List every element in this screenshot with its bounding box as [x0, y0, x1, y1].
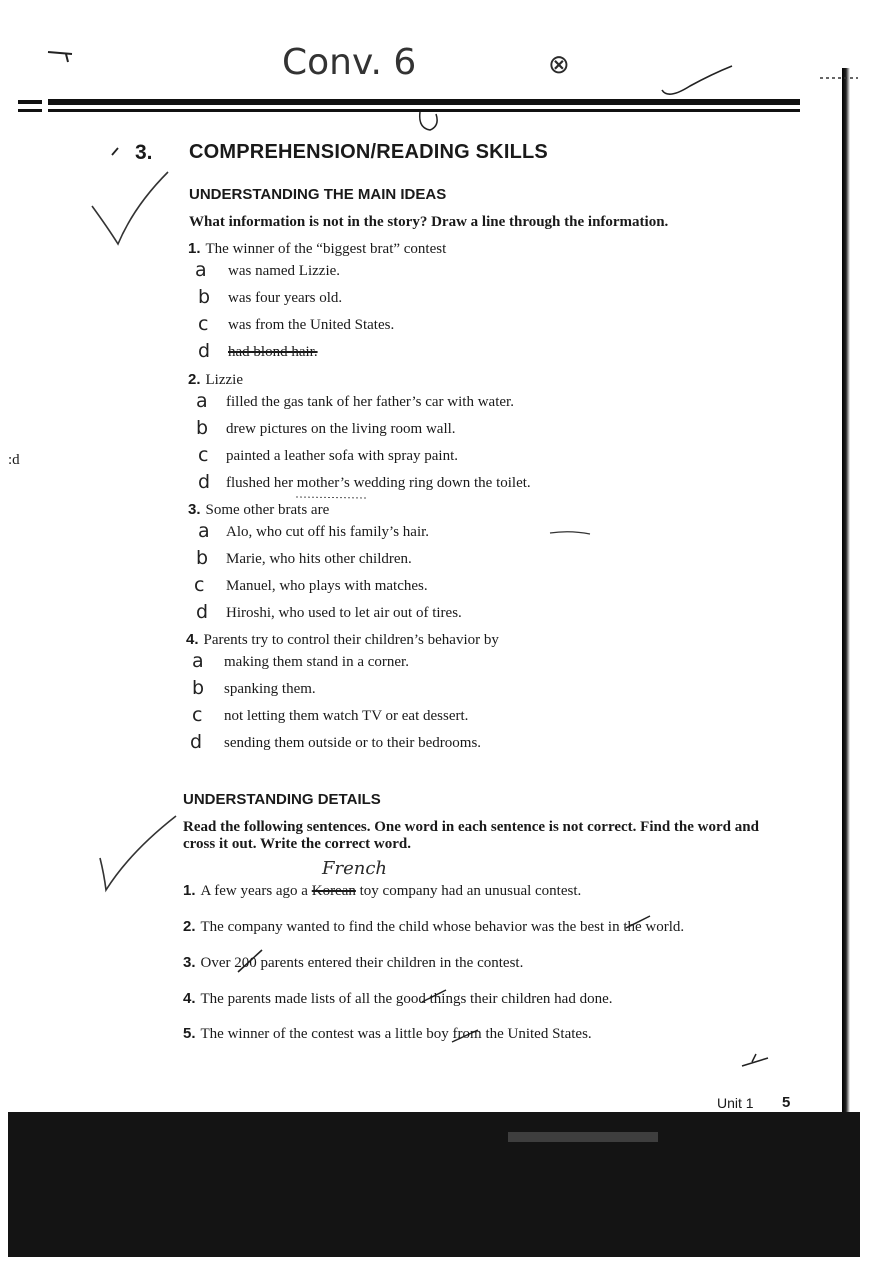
handwritten-letter: a [196, 390, 208, 412]
handwritten-letter: b [196, 547, 209, 569]
handwritten-correction: French [322, 858, 388, 879]
sentence-text-after: toy company had an unusual contest. [355, 883, 582, 899]
detail-sentence-2 [183, 918, 684, 936]
handwritten-letter: c [192, 704, 203, 726]
sentence-text-after: things their children had done. [425, 991, 613, 1007]
sentence-text-after: in the world. [604, 919, 685, 935]
sentence-number: 5. [183, 1025, 196, 1042]
crossed-out-word: 200 [234, 955, 257, 971]
question-2 [188, 371, 243, 389]
option-text: flushed her mother’s wedding ring down the toilet. [226, 475, 531, 491]
option-text: Alo, who cut off his family’s hair. [226, 524, 430, 540]
detail-sentence-5 [183, 1025, 592, 1043]
handwritten-letter: b [192, 677, 205, 699]
handwritten-letter: d [198, 340, 211, 362]
sentence-text-before: The winner of the contest was a little [200, 1026, 427, 1042]
handwritten-letter: b [196, 417, 209, 439]
sentence-text-after: parents entered their children in the contest. [256, 955, 524, 971]
option-text: sending them outside or to their bedrooms. [224, 735, 482, 751]
handwritten-header-note: Conv. 6 [282, 42, 417, 83]
option-text: filled the gas tank of her father’s car with water. [226, 394, 514, 410]
footer-unit: Unit 1 [717, 1095, 754, 1111]
main-ideas-instruction: What information is not in the story? Draw a line through the information. [189, 214, 669, 230]
option-text: drew pictures on the living room wall. [226, 421, 456, 437]
section-title: COMPREHENSION/READING SKILLS [189, 141, 548, 163]
sentence-text-after: from the United States. [448, 1026, 592, 1042]
crossed-out-option: had blond hair. [228, 344, 318, 360]
option-text: Manuel, who plays with matches. [226, 578, 428, 594]
margin-text: :d [8, 452, 20, 468]
handwritten-letter: d [190, 731, 203, 753]
option-text: was four years old. [228, 290, 343, 306]
crossed-out-word: best [580, 919, 605, 935]
handwritten-circle-mark: ⊗ [548, 50, 570, 80]
question-stem: The winner of the “biggest brat” contest [205, 241, 447, 257]
option-text: was from the United States. [228, 317, 395, 333]
question-stem: Parents try to control their children’s behavior by [203, 632, 499, 648]
handwritten-letter: c [198, 313, 209, 335]
question-number: 2. [188, 371, 201, 388]
handwritten-letter: a [198, 520, 210, 542]
option-text: spanking them. [224, 681, 316, 697]
option-text: Marie, who hits other children. [226, 551, 412, 567]
handwritten-letter: b [198, 286, 211, 308]
crossed-out-word: Korean [311, 883, 356, 899]
section-number: 3. [135, 141, 153, 164]
handwritten-letter: d [196, 601, 209, 623]
main-ideas-heading: UNDERSTANDING THE MAIN IDEAS [189, 186, 447, 203]
question-number: 3. [188, 501, 201, 518]
option-text: not letting them watch TV or eat dessert. [224, 708, 469, 724]
sentence-text-before: Over [200, 955, 235, 971]
question-3 [188, 501, 329, 519]
option-text: making them stand in a corner. [224, 654, 409, 670]
detail-sentence-3 [183, 954, 523, 972]
details-instruction: Read the following sentences. One word in each sentence is not correct. Find the word and cross it out. Write the correct word. [183, 819, 759, 852]
sentence-number: 3. [183, 954, 196, 971]
option-text: painted a leather sofa with spray paint. [226, 448, 459, 464]
details-heading: UNDERSTANDING DETAILS [183, 791, 381, 808]
detail-sentence-4 [183, 990, 613, 1008]
question-4 [186, 631, 499, 649]
question-1 [188, 240, 446, 258]
question-stem: Lizzie [205, 372, 243, 388]
handwritten-letter: d [198, 471, 211, 493]
option-text: Hiroshi, who used to let air out of tires. [226, 605, 462, 621]
handwritten-letter: c [194, 574, 205, 596]
sentence-text-before: The parents made lists of all the [200, 991, 396, 1007]
handwritten-letter: c [198, 444, 209, 466]
sentence-number: 1. [183, 882, 196, 899]
sentence-text-before: The company wanted to find the child whose behavior was the [200, 919, 580, 935]
sentence-number: 4. [183, 990, 196, 1007]
crossed-out-word: boy [426, 1026, 449, 1042]
question-number: 1. [188, 240, 201, 257]
crossed-out-word: good [395, 991, 426, 1007]
page-number: 5 [782, 1094, 791, 1111]
question-number: 4. [186, 631, 199, 648]
detail-sentence-1 [183, 882, 581, 900]
sentence-text-before: A few years ago a [200, 883, 312, 899]
handwritten-letter: a [192, 650, 204, 672]
question-stem: Some other brats are [205, 502, 330, 518]
option-text: was named Lizzie. [228, 263, 341, 279]
sentence-number: 2. [183, 918, 196, 935]
handwritten-letter: a [195, 259, 207, 281]
